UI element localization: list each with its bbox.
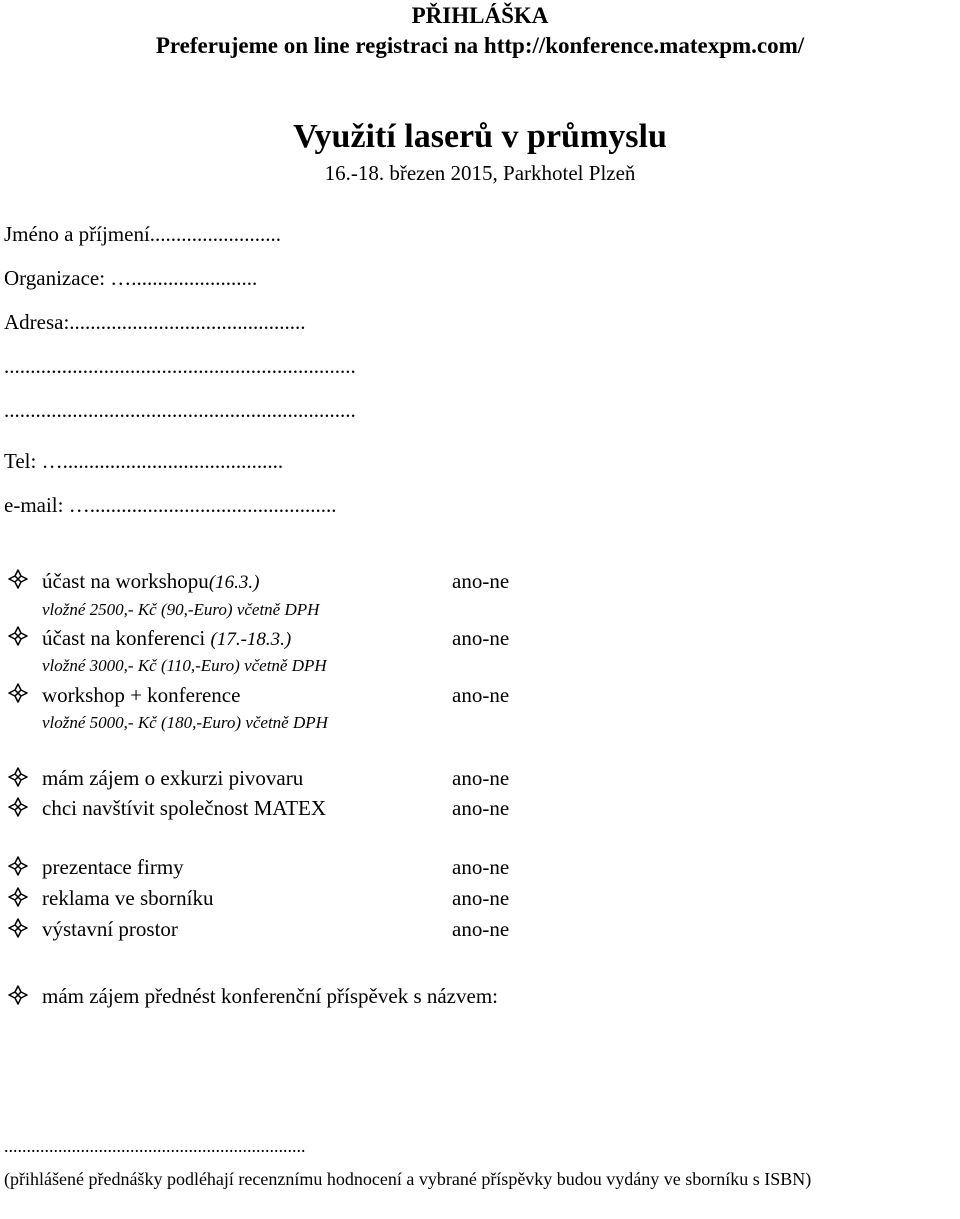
- name-field[interactable]: Jméno a příjmení.........................: [4, 222, 282, 246]
- conference-answer[interactable]: ano-ne: [452, 626, 510, 650]
- diamond-bullet-icon: [8, 797, 28, 817]
- conference-option: [42, 625, 291, 653]
- workshop-conference-answer[interactable]: ano-ne: [452, 683, 510, 707]
- workshop-conference-price: vložné 5000,- Kč (180,-Euro) včetně DPH: [42, 713, 328, 732]
- contribution-title-field[interactable]: ...................................................................: [4, 1136, 306, 1156]
- workshop-conference-label: workshop + konference: [42, 683, 241, 707]
- diamond-bullet-icon: [8, 985, 28, 1005]
- conference-name: Využití laserů v průmyslu: [293, 118, 667, 155]
- diamond-bullet-icon: [8, 626, 28, 646]
- workshop-price: vložné 2500,- Kč (90,-Euro) včetně DPH: [42, 600, 320, 619]
- conference-label: účast na konferenci: [42, 626, 206, 650]
- workshop-date: (16.3.): [208, 572, 260, 593]
- diamond-bullet-icon: [8, 918, 28, 938]
- brewery-answer[interactable]: ano-ne: [452, 766, 510, 790]
- workshop-answer[interactable]: ano-ne: [452, 569, 510, 593]
- workshop-label: účast na workshopu: [42, 569, 209, 593]
- registration-note: Preferujeme on line registraci na http://konference.matexpm.com/: [155, 33, 805, 58]
- diamond-bullet-icon: [8, 856, 28, 876]
- exhibition-label: výstavní prostor: [42, 917, 178, 941]
- brewery-label: mám zájem o exkurzi pivovaru: [42, 766, 304, 790]
- conference-price: vložné 3000,- Kč (110,-Euro) včetně DPH: [42, 656, 327, 675]
- diamond-bullet-icon: [8, 683, 28, 703]
- organization-field[interactable]: Organizace: …........................: [4, 266, 258, 290]
- workshop-option: [42, 568, 259, 596]
- form-title: PŘIHLÁŠKA: [411, 3, 549, 28]
- conference-date: (17.-18.3.): [210, 629, 292, 650]
- address-field-line2[interactable]: ...................................................................: [4, 354, 356, 378]
- matex-label: chci navštívit společnost MATEX: [42, 796, 327, 820]
- contribution-label: mám zájem přednést konferenční příspěvek s názvem:: [42, 984, 498, 1008]
- diamond-bullet-icon: [8, 767, 28, 787]
- exhibition-answer[interactable]: ano-ne: [452, 917, 510, 941]
- address-field[interactable]: Adresa:.............................................: [4, 310, 306, 334]
- diamond-bullet-icon: [8, 887, 28, 907]
- presentation-answer[interactable]: ano-ne: [452, 855, 510, 879]
- conference-details: 16.-18. březen 2015, Parkhotel Plzeň: [324, 161, 636, 185]
- phone-field[interactable]: Tel: …..........................................: [4, 449, 284, 473]
- address-field-line3[interactable]: ...................................................................: [4, 398, 356, 422]
- diamond-bullet-icon: [8, 569, 28, 589]
- advert-answer[interactable]: ano-ne: [452, 886, 510, 910]
- footnote: (přihlášené přednášky podléhají recenznímu hodnocení a vybrané příspěvky budou vydány ve sborníku s ISBN): [4, 1169, 812, 1189]
- presentation-label: prezentace firmy: [42, 855, 184, 879]
- advert-label: reklama ve sborníku: [42, 886, 214, 910]
- email-field[interactable]: e-mail: …...............................................: [4, 493, 337, 517]
- matex-answer[interactable]: ano-ne: [452, 796, 510, 820]
